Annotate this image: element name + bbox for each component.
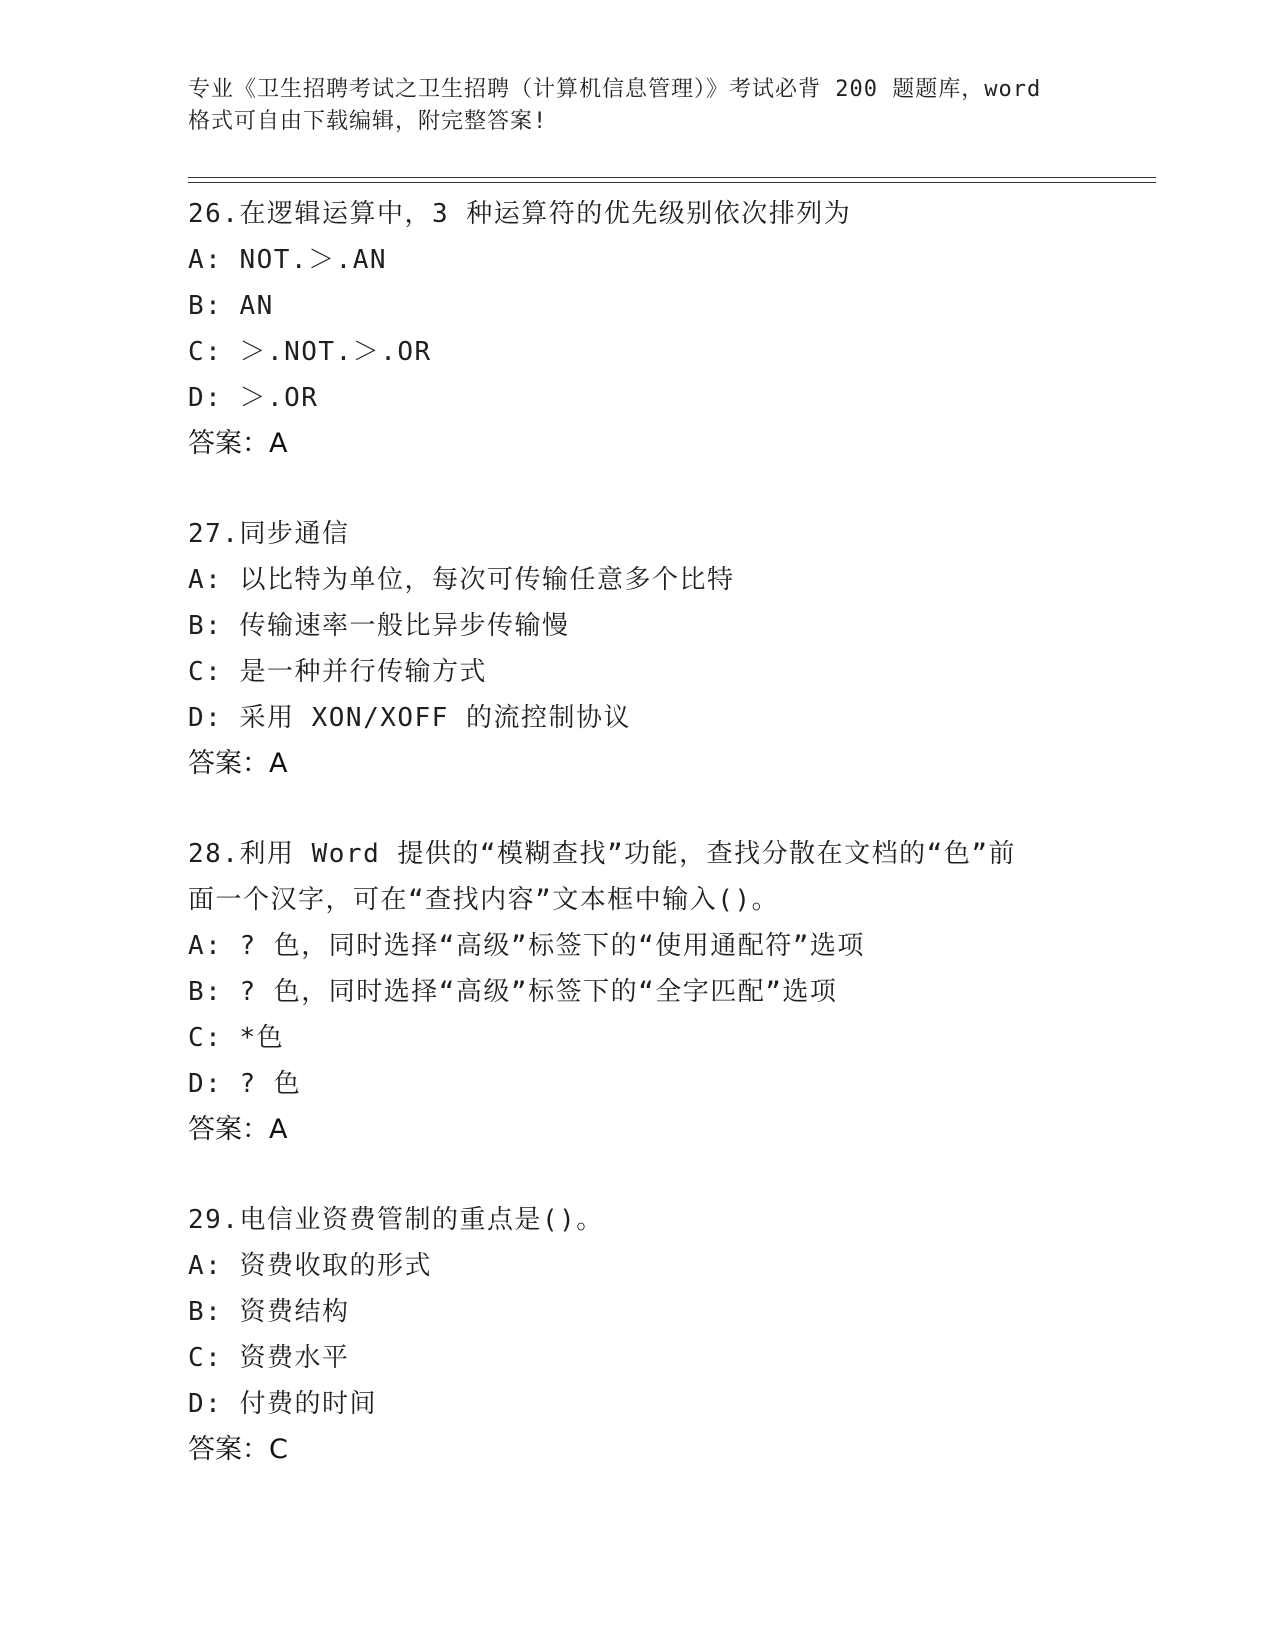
option-a: A: 资费收取的形式 [188,1251,432,1281]
header-divider-top [188,177,1156,178]
option-c: C: ＞.NOT.＞.OR [188,337,432,367]
question-stem: 28.利用 Word 提供的“模糊查找”功能，查找分散在文档的“色”前 [188,839,1016,869]
option-d: D: 付费的时间 [188,1389,377,1419]
header-line-2: 格式可自由下载编辑，附完整答案! [188,109,548,134]
answer-line: 答案：A [188,748,288,779]
document-header [188,74,1088,138]
header-line-1: 专业《卫生招聘考试之卫生招聘（计算机信息管理）》考试必背 200 题题库，word [188,77,1042,102]
option-d: D: ? 色 [188,1069,302,1099]
question-stem: 26.在逻辑运算中，3 种运算符的优先级别依次排列为 [188,199,852,229]
answer-line: 答案：A [188,1114,288,1145]
option-c: C: 是一种并行传输方式 [188,657,487,687]
option-c: C: *色 [188,1023,285,1053]
option-b: B: 传输速率一般比异步传输慢 [188,611,570,641]
question-29 [188,1197,1148,1473]
question-27 [188,511,1148,787]
question-stem-continued: 面一个汉字，可在“查找内容”文本框中输入()。 [188,885,780,915]
question-stem: 27.同步通信 [188,519,350,549]
option-b: B: ? 色，同时选择“高级”标签下的“全字匹配”选项 [188,977,838,1007]
question-list [188,191,1148,1473]
question-28 [188,831,1148,1153]
option-a: A: NOT.＞.AN [188,245,388,275]
option-d: D: ＞.OR [188,383,319,413]
option-a: A: 以比特为单位，每次可传输任意多个比特 [188,565,735,595]
header-divider-bottom [188,182,1156,183]
option-c: C: 资费水平 [188,1343,350,1373]
option-a: A: ? 色，同时选择“高级”标签下的“使用通配符”选项 [188,931,865,961]
answer-line: 答案：C [188,1434,288,1465]
question-stem: 29.电信业资费管制的重点是()。 [188,1205,604,1235]
option-b: B: 资费结构 [188,1297,350,1327]
answer-line: 答案：A [188,428,288,459]
question-26 [188,191,1148,467]
option-b: B: AN [188,291,274,321]
option-d: D: 采用 XON/XOFF 的流控制协议 [188,703,631,733]
